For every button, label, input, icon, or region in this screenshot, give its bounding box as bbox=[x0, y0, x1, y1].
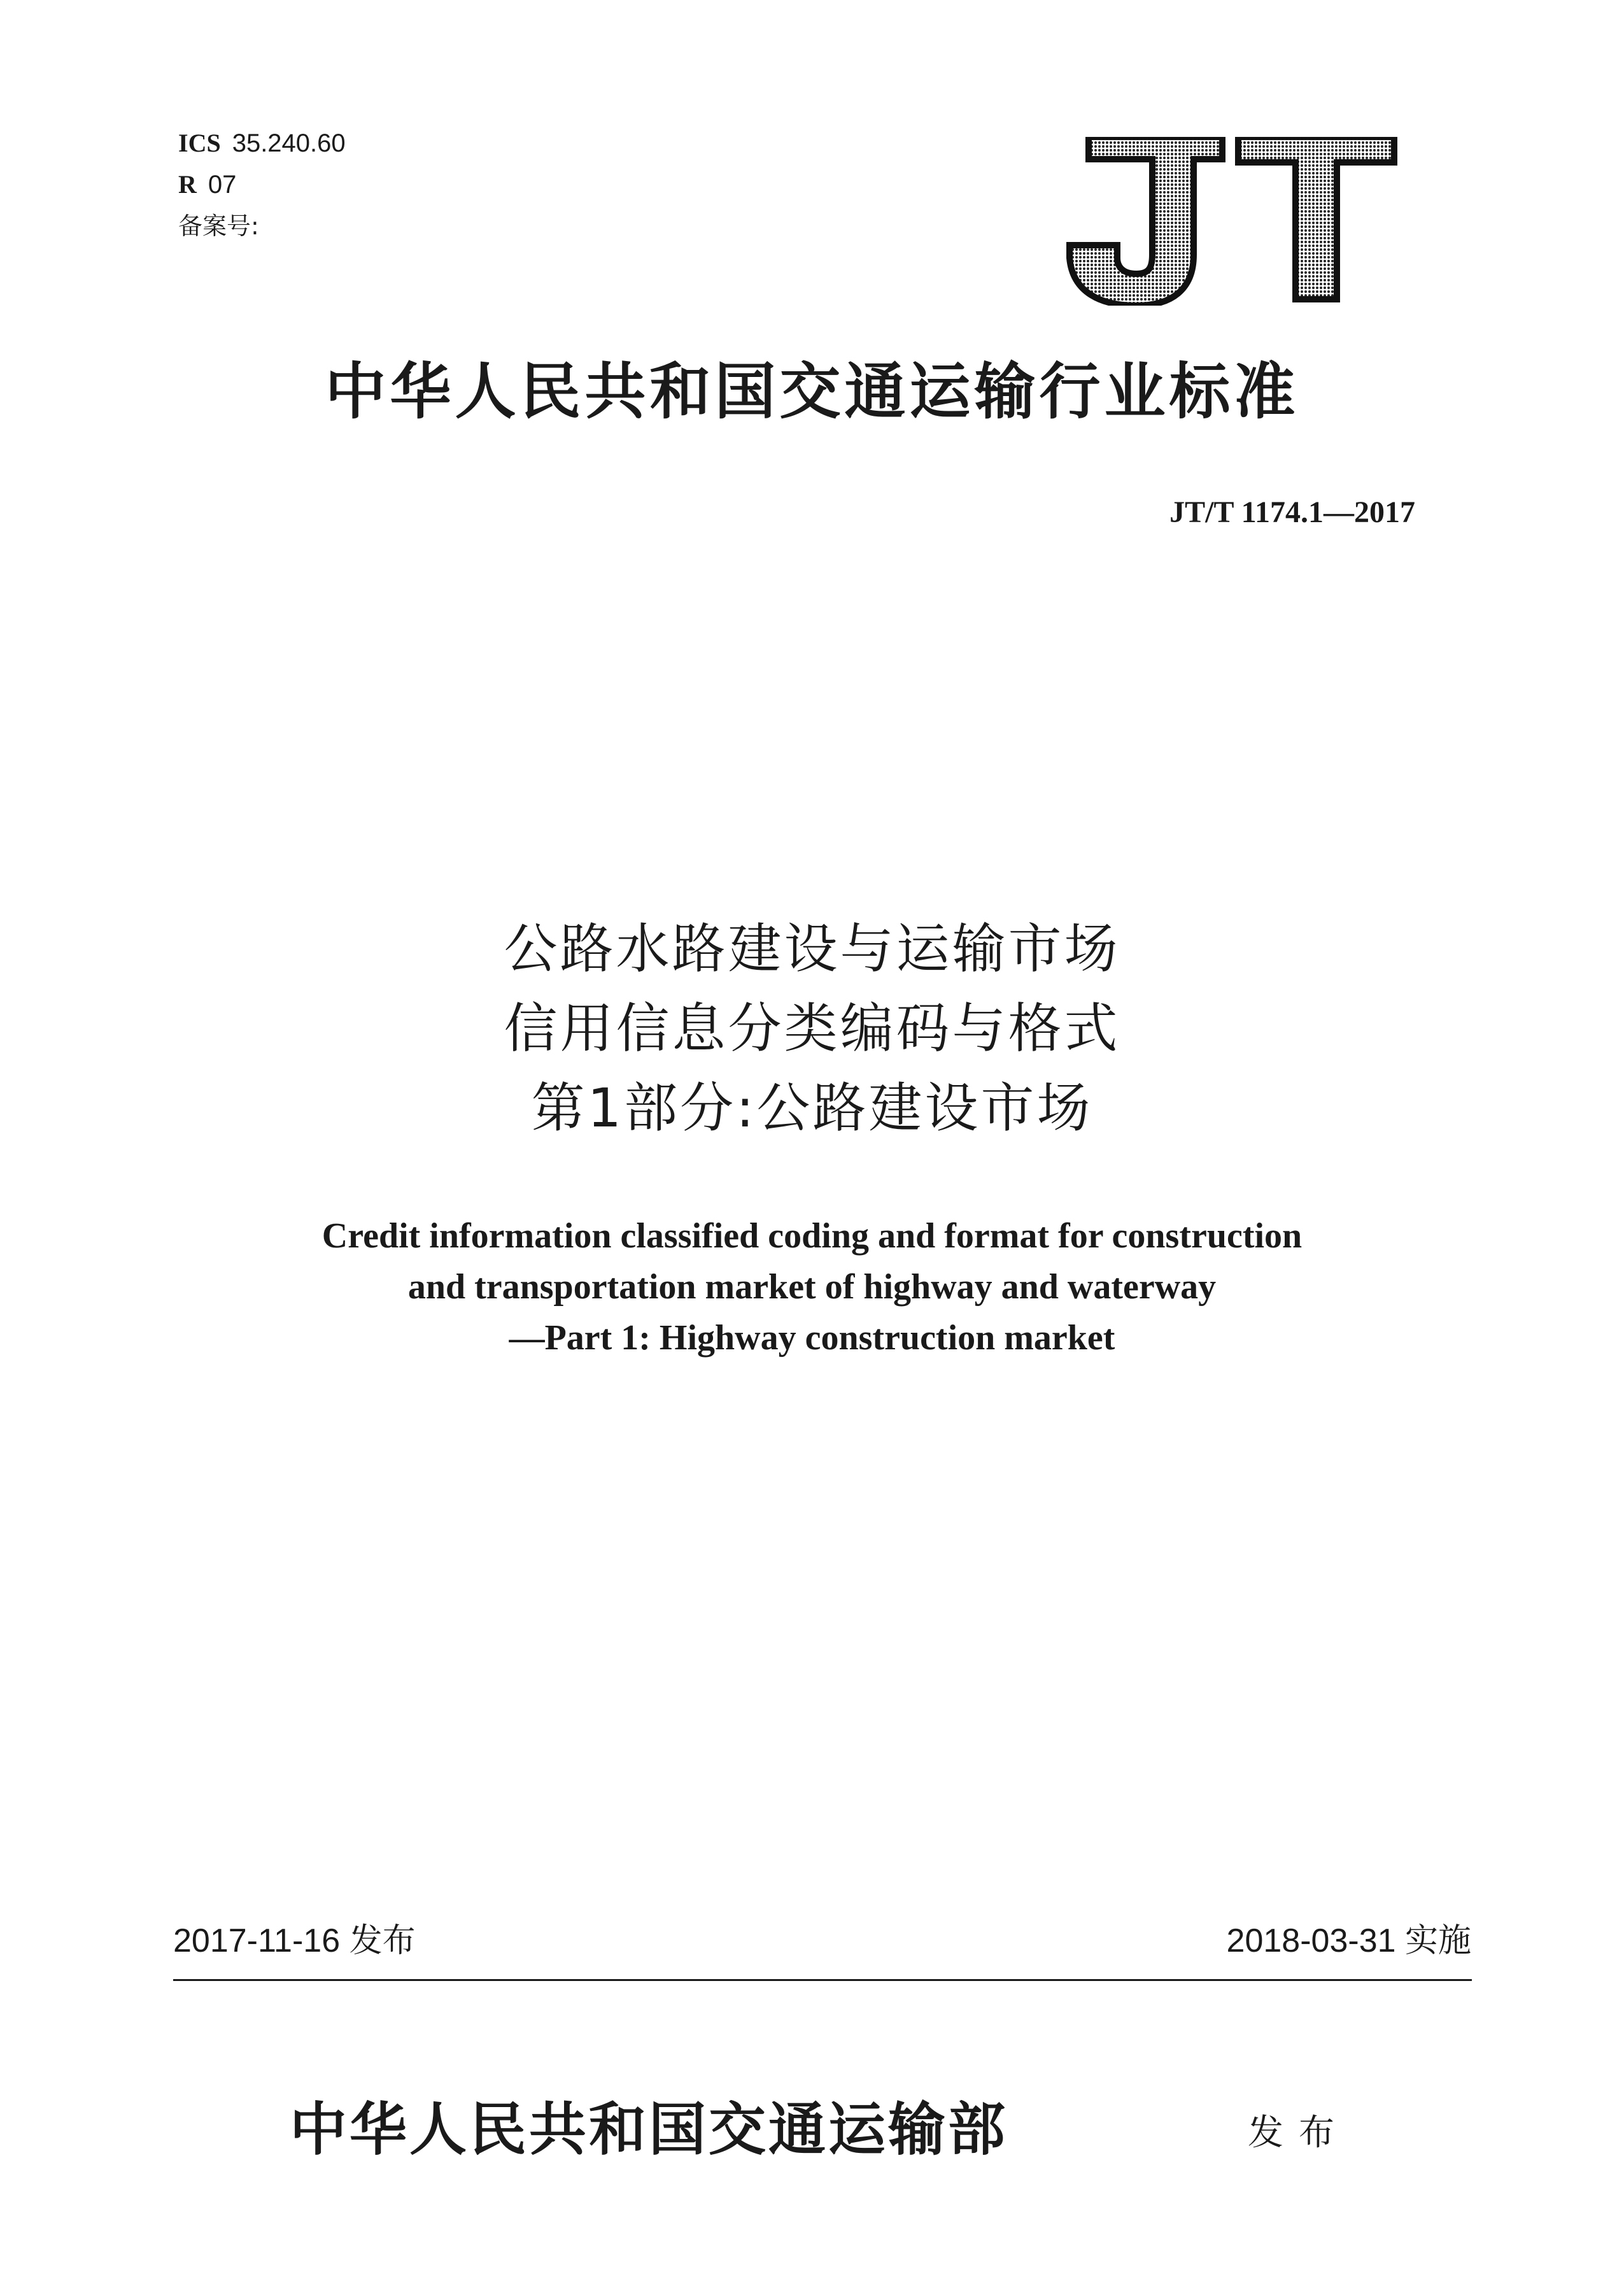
classification-label: R bbox=[178, 170, 197, 199]
classification-value: 07 bbox=[208, 171, 237, 199]
standard-heading: 中华人民共和国交通运输行业标准 bbox=[325, 356, 1299, 427]
publish-label: 发布 bbox=[1248, 2112, 1350, 2154]
divider-line bbox=[173, 1979, 1472, 1981]
title-cn-line-1: 公路水路建设与运输市场 bbox=[504, 918, 1120, 980]
title-cn-line-3: 第1部分:公路建设市场 bbox=[531, 1077, 1093, 1139]
filing-number: 备案号: bbox=[178, 212, 259, 240]
implement-date: 2018-03-31 实施 bbox=[1226, 1922, 1471, 1959]
jt-logo bbox=[1063, 137, 1397, 306]
issue-date: 2017-11-16 发布 bbox=[173, 1922, 416, 1959]
ics-value: 35.240.60 bbox=[232, 129, 346, 157]
classification-line bbox=[178, 172, 236, 197]
title-en-line-2: and transportation market of highway and waterway bbox=[407, 1267, 1217, 1307]
ics-line bbox=[178, 131, 346, 156]
logo-text: JT bbox=[1063, 137, 1064, 138]
ics-label: ICS bbox=[178, 129, 221, 157]
standard-number: JT/T 1174.1—2017 bbox=[1169, 495, 1415, 529]
title-en-line-1: Credit information classified coding and format for construction bbox=[321, 1216, 1303, 1256]
publisher-name: 中华人民共和国交通运输部 bbox=[290, 2096, 1008, 2163]
title-en-line-3: —Part 1: Highway construction market bbox=[509, 1318, 1115, 1358]
title-cn-line-2: 信用信息分类编码与格式 bbox=[504, 997, 1120, 1060]
